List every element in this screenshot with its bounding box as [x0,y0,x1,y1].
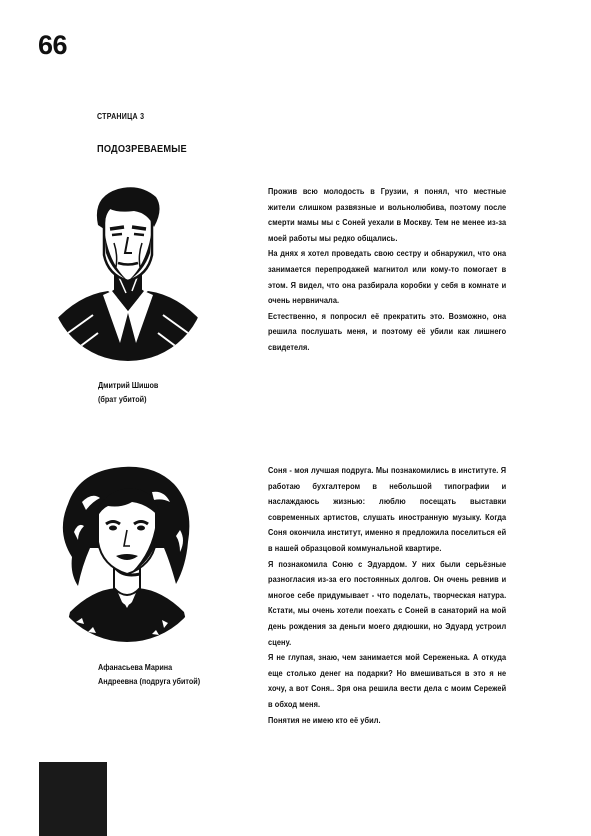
statement-paragraph: Прожив всю молодость в Грузии, я понял, что местные жители слишком развязные и вольнолюбива, поэтому после смерти мамы мы с Соней уехали в Москву. Тем не менее из-за моей работы мы редко общались. [268,186,507,243]
statement-paragraph: Соня - моя лучшая подруга. Мы познакомились в институте. Я работаю бухгалтером в небольшой типографии и наслаждаюсь жизнью: люблю посещать выставки современных артистов, слушать иностранную музыку. Когда Соня окончила институт, именно я предложила поселиться ей в нашей образцовой коммунальной квартире. [268,465,507,553]
section-heading: ПОДОЗРЕВАЕМЫЕ [97,143,187,155]
statement-paragraph: Я познакомила Соню с Эдуардом. У них были серьёзные разногласия из-за его постоянных долгов. Он очень ревнив и многое себе придумывает - что поделать, творческая натура. Кстати, мы очень хотели поехать с Соней в санаторий на мой день рождения за деньги моего дядюшки, но Эдуард устроил сцену. [268,558,507,647]
caption-marina [98,660,200,688]
statement-paragraph: Я не глупая, знаю, чем занимается мой Сереженька. А откуда еще столько денег на подарки? Но вмешиваться в это я не хочу, а вот Соня.. Зря она решила вести дела с моим Сережей в обход меня. [268,652,507,709]
statement-paragraph: Понятия не имею кто её убил. [268,714,381,725]
page-subheading: СТРАНИЦА 3 [97,112,145,121]
corner-decoration-block [39,762,107,836]
statement-marina [268,463,506,728]
statement-paragraph: На днях я хотел проведать свою сестру и обнаружил, что она занимается перепродажей магнитол или кому-то помогает в этом. Я видел, что она разбирала коробки у себя в комнате и очень нервничала. [268,248,507,306]
portrait-marina [52,462,202,647]
page-number: 66 [38,30,68,60]
caption-line: (брат убитой) [98,394,147,404]
caption-line: Андреевна (подруга убитой) [98,676,201,686]
statement-dmitry [268,184,506,356]
statement-paragraph: Естественно, я попросил её прекратить это. Возможно, она решила послушать меня, и поэтому её убили как лишнего свидетеля. [268,310,507,352]
caption-line: Афанасьева Марина [98,662,173,672]
portrait-dmitry [48,183,208,368]
caption-line: Дмитрий Шишов [98,380,159,390]
caption-dmitry [98,378,158,406]
